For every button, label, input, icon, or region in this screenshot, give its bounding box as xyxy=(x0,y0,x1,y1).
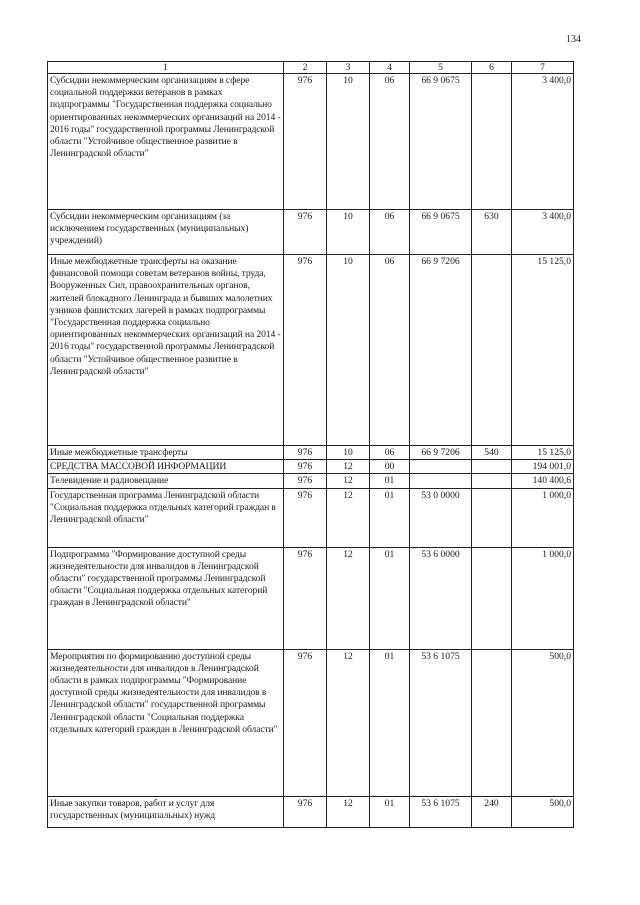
table-header-row xyxy=(48,62,574,74)
row-grbs: 976 xyxy=(284,460,327,474)
row-name: Субсидии некоммерческим организациям (за исключением государственных (муниципальных) учреждений) xyxy=(48,210,284,255)
table-row xyxy=(48,474,574,488)
row-grbs: 976 xyxy=(284,547,327,649)
table-row xyxy=(48,446,574,460)
row-section: 12 xyxy=(327,460,370,474)
row-section: 12 xyxy=(327,547,370,649)
row-name: Иные межбюджетные трансферты xyxy=(48,446,284,460)
row-subsection: 06 xyxy=(370,255,410,446)
row-section: 10 xyxy=(327,255,370,446)
row-subsection: 01 xyxy=(370,488,410,547)
row-name: Телевидение и радиовещание xyxy=(48,474,284,488)
table-row xyxy=(48,255,574,446)
row-section: 12 xyxy=(327,488,370,547)
row-expense-type: 240 xyxy=(472,796,512,827)
row-target-article: 53 0 0000 xyxy=(410,488,472,547)
row-expense-type xyxy=(472,649,512,796)
column-header: 6 xyxy=(472,62,512,74)
row-grbs: 976 xyxy=(284,255,327,446)
row-target-article: 66 9 0675 xyxy=(410,210,472,255)
row-section: 10 xyxy=(327,74,370,210)
row-target-article xyxy=(410,474,472,488)
row-subsection: 00 xyxy=(370,460,410,474)
table-row xyxy=(48,210,574,255)
table-row xyxy=(48,796,574,827)
row-sum: 1 000,0 xyxy=(512,488,574,547)
row-name: СРЕДСТВА МАССОВОЙ ИНФОРМАЦИИ xyxy=(48,460,284,474)
row-sum: 140 400,6 xyxy=(512,474,574,488)
column-header: 4 xyxy=(370,62,410,74)
row-section: 12 xyxy=(327,649,370,796)
row-subsection: 01 xyxy=(370,649,410,796)
row-grbs: 976 xyxy=(284,649,327,796)
row-expense-type xyxy=(472,474,512,488)
row-section: 12 xyxy=(327,796,370,827)
row-name: Подпрограмма "Формирование доступной среды жизнедеятельности для инвалидов в Ленинградской области" государственной программы Ленинградской области "Социальная поддержка отдельных категорий граждан в Ленинградской области" xyxy=(48,547,284,649)
row-subsection: 06 xyxy=(370,74,410,210)
row-name: Субсидии некоммерческим организациям в сфере социальной поддержки ветеранов в рамках подпрограммы "Государственная поддержка социально ориентированных некоммерческих организаций на 2014 - 2016 годы" государственной программы Ленинградской области "Устойчивое общественное развитие в Ленинградской области" xyxy=(48,74,284,210)
row-expense-type: 630 xyxy=(472,210,512,255)
row-target-article xyxy=(410,460,472,474)
budget-table xyxy=(47,61,574,828)
row-target-article: 53 6 1075 xyxy=(410,649,472,796)
row-target-article: 66 9 7206 xyxy=(410,255,472,446)
row-grbs: 976 xyxy=(284,74,327,210)
row-section: 12 xyxy=(327,474,370,488)
row-sum: 15 125,0 xyxy=(512,446,574,460)
table-row xyxy=(48,460,574,474)
row-name: Иные межбюджетные трансферты на оказание финансовой помощи советам ветеранов войны, труда, Вооруженных Сил, правоохранительных органов, жителей блокадного Ленинграда и бывших малолетних узников фашистских лагерей в рамках подпрограммы "Государственная поддержка социально ориентированных некоммерческих организаций на 2014 - 2016 годы" государственной программы Ленинградской области "Устойчивое общественное развитие в Ленинградской области" xyxy=(48,255,284,446)
row-expense-type xyxy=(472,74,512,210)
row-section: 10 xyxy=(327,446,370,460)
row-expense-type: 540 xyxy=(472,446,512,460)
row-expense-type xyxy=(472,255,512,446)
row-name: Государственная программа Ленинградской области "Социальная поддержка отдельных категорий граждан в Ленинградской области" xyxy=(48,488,284,547)
column-header: 2 xyxy=(284,62,327,74)
row-sum: 3 400,0 xyxy=(512,74,574,210)
row-grbs: 976 xyxy=(284,446,327,460)
column-header: 3 xyxy=(327,62,370,74)
row-target-article: 66 9 0675 xyxy=(410,74,472,210)
row-sum: 1 000,0 xyxy=(512,547,574,649)
page-number: 134 xyxy=(566,34,581,45)
row-expense-type xyxy=(472,488,512,547)
table-row xyxy=(48,488,574,547)
row-expense-type xyxy=(472,547,512,649)
row-target-article: 53 6 1075 xyxy=(410,796,472,827)
row-sum: 3 400,0 xyxy=(512,210,574,255)
column-header: 5 xyxy=(410,62,472,74)
row-target-article: 53 6 0000 xyxy=(410,547,472,649)
row-subsection: 06 xyxy=(370,446,410,460)
row-section: 10 xyxy=(327,210,370,255)
row-name: Иные закупки товаров, работ и услуг для государственных (муниципальных) нужд xyxy=(48,796,284,827)
row-grbs: 976 xyxy=(284,210,327,255)
row-subsection: 01 xyxy=(370,547,410,649)
table-row xyxy=(48,547,574,649)
row-sum: 15 125,0 xyxy=(512,255,574,446)
row-sum: 500,0 xyxy=(512,649,574,796)
column-header: 7 xyxy=(512,62,574,74)
row-target-article: 66 9 7206 xyxy=(410,446,472,460)
row-grbs: 976 xyxy=(284,474,327,488)
row-expense-type xyxy=(472,460,512,474)
row-name: Мероприятия по формированию доступной среды жизнедеятельности для инвалидов в Ленинградской области в рамках подпрограммы "Формирование доступной среды жизнедеятельности для инвалидов в Ленинградской области" государственной программы Ленинградской области "Социальная поддержка отдельных категорий граждан в Ленинградской области" xyxy=(48,649,284,796)
row-grbs: 976 xyxy=(284,488,327,547)
row-grbs: 976 xyxy=(284,796,327,827)
row-subsection: 06 xyxy=(370,210,410,255)
table-row xyxy=(48,74,574,210)
column-header: 1 xyxy=(48,62,284,74)
row-subsection: 01 xyxy=(370,796,410,827)
row-sum: 500,0 xyxy=(512,796,574,827)
row-sum: 194 001,0 xyxy=(512,460,574,474)
row-subsection: 01 xyxy=(370,474,410,488)
table-row xyxy=(48,649,574,796)
